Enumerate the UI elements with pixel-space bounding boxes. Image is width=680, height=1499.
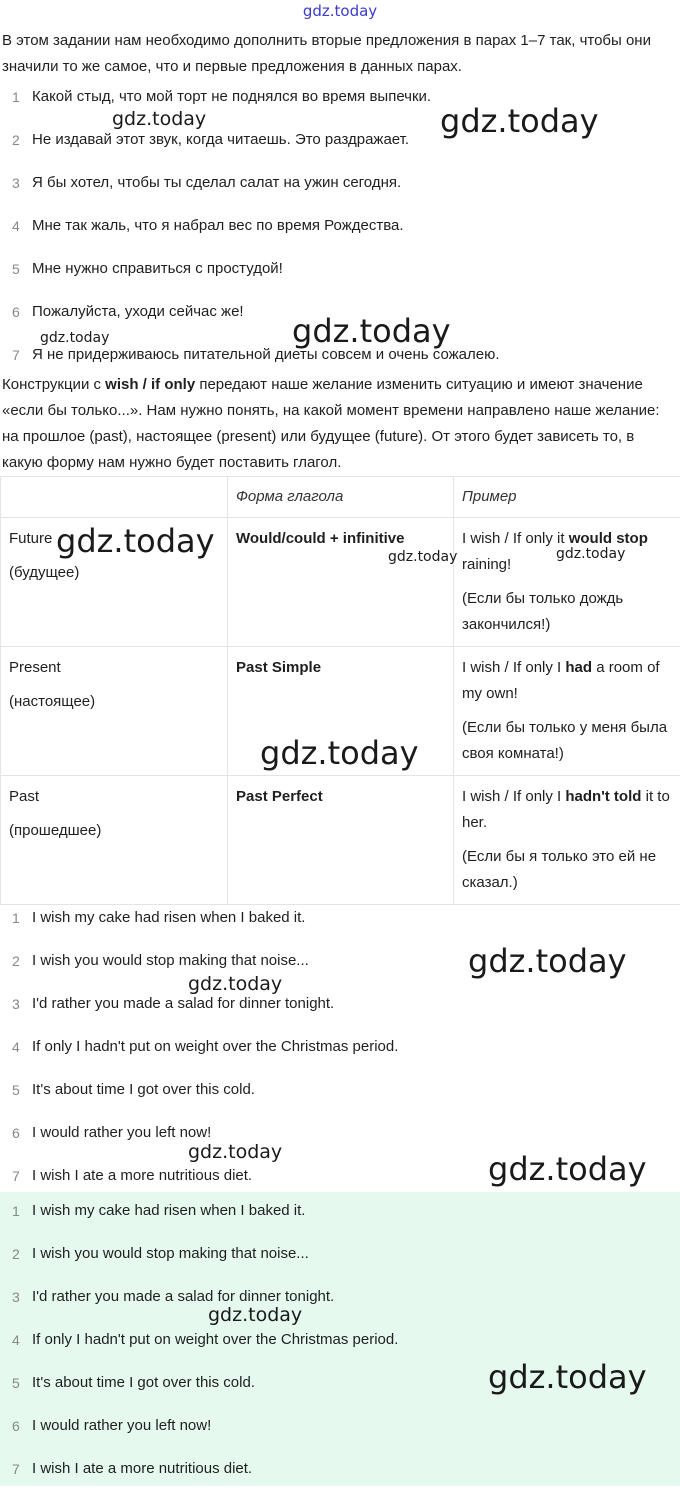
- watermark-overlay: gdz.today: [488, 1150, 647, 1188]
- list-item: [0, 948, 680, 991]
- watermark-overlay: gdz.today: [260, 734, 419, 772]
- item-text: If only I hadn't put on weight over the Christmas period.: [32, 1327, 398, 1353]
- list-item: [0, 84, 680, 127]
- time-label: Past: [9, 784, 219, 810]
- russian-sentences-list: [0, 84, 680, 385]
- item-number: 3: [12, 1284, 22, 1310]
- watermark-overlay: gdz.today: [112, 108, 206, 130]
- item-number: 6: [12, 299, 22, 325]
- item-text: Какой стыд, что мой торт не поднялся во время выпечки.: [32, 84, 431, 110]
- time-label-ru: (настоящее): [9, 689, 219, 715]
- list-item: [0, 170, 680, 213]
- time-cell: [1, 776, 228, 905]
- item-number: 4: [12, 1327, 22, 1353]
- item-text: I wish I ate a more nutritious diet.: [32, 1456, 252, 1482]
- list-item: [0, 1077, 680, 1120]
- time-cell: [1, 647, 228, 776]
- example-cell: [454, 647, 680, 776]
- item-text: It's about time I got over this cold.: [32, 1370, 255, 1396]
- list-item: [0, 1284, 680, 1327]
- example-sentence: I wish / If only I hadn't told it to her.: [462, 784, 672, 836]
- time-label: Present: [9, 655, 219, 681]
- item-text: I wish I ate a more nutritious diet.: [32, 1163, 252, 1189]
- item-number: 1: [12, 905, 22, 931]
- list-item: [0, 256, 680, 299]
- watermark-overlay: gdz.today: [56, 522, 215, 560]
- highlighted-answers-list: [0, 1198, 680, 1499]
- example-sentence: I wish / If only it would stop raining!: [462, 526, 672, 578]
- item-text: Мне так жаль, что я набрал вес по время Рождества.: [32, 213, 404, 239]
- list-item: [0, 1456, 680, 1499]
- form-cell: [228, 518, 454, 647]
- item-number: 2: [12, 127, 22, 153]
- watermark-overlay: gdz.today: [208, 1304, 302, 1326]
- watermark-overlay: gdz.today: [292, 312, 451, 350]
- example-translation: (Если бы только у меня была своя комната!): [462, 715, 672, 767]
- header-cell-example: Пример: [454, 477, 680, 518]
- watermark-overlay: gdz.today: [188, 973, 282, 995]
- list-item: [0, 1370, 680, 1413]
- watermark-overlay: gdz.today: [440, 102, 599, 140]
- item-number: 6: [12, 1413, 22, 1439]
- table-row: [1, 647, 680, 776]
- item-number: 4: [12, 1034, 22, 1060]
- explanation-keyword: wish / if only: [105, 376, 195, 393]
- item-text: If only I hadn't put on weight over the Christmas period.: [32, 1034, 398, 1060]
- table-row: [1, 776, 680, 905]
- list-item: [0, 1413, 680, 1456]
- item-number: 1: [12, 84, 22, 110]
- example-translation: (Если бы я только это ей не сказал.): [462, 844, 672, 896]
- table-header-row: [1, 477, 680, 518]
- item-text: It's about time I got over this cold.: [32, 1077, 255, 1103]
- list-item: [0, 213, 680, 256]
- item-text: I wish you would stop making that noise...: [32, 1241, 309, 1267]
- item-text: I'd rather you made a salad for dinner tonight.: [32, 991, 334, 1017]
- example-cell: [454, 776, 680, 905]
- site-watermark-top: gdz.today: [0, 2, 680, 20]
- item-text: Я бы хотел, чтобы ты сделал салат на ужин сегодня.: [32, 170, 401, 196]
- item-text: I would rather you left now!: [32, 1120, 211, 1146]
- list-item: [0, 299, 680, 342]
- watermark-overlay: gdz.today: [488, 1358, 647, 1396]
- example-translation: (Если бы только дождь закончился!): [462, 586, 672, 638]
- item-number: 2: [12, 948, 22, 974]
- item-number: 7: [12, 342, 22, 368]
- explanation-text: Конструкции с: [2, 376, 105, 393]
- list-item: [0, 1120, 680, 1163]
- item-number: 7: [12, 1456, 22, 1482]
- item-text: I'd rather you made a salad for dinner tonight.: [32, 1284, 334, 1310]
- list-item: [0, 1034, 680, 1077]
- item-number: 5: [12, 1077, 22, 1103]
- item-number: 6: [12, 1120, 22, 1146]
- list-item: [0, 1198, 680, 1241]
- item-number: 2: [12, 1241, 22, 1267]
- item-text: I wish my cake had risen when I baked it.: [32, 1198, 305, 1224]
- item-number: 7: [12, 1163, 22, 1189]
- watermark-overlay: gdz.today: [40, 330, 109, 346]
- list-item: [0, 1327, 680, 1370]
- verb-form: Would/could + infinitive: [236, 530, 404, 547]
- list-item: [0, 991, 680, 1034]
- answers-list: [0, 905, 680, 1206]
- watermark-overlay: gdz.today: [468, 942, 627, 980]
- watermark-overlay: gdz.today: [556, 546, 625, 562]
- list-item: [0, 127, 680, 170]
- table-row: [1, 518, 680, 647]
- watermark-overlay: gdz.today: [188, 1141, 282, 1163]
- item-number: 5: [12, 1370, 22, 1396]
- header-cell-time: [1, 477, 228, 518]
- time-cell: [1, 518, 228, 647]
- item-text: I wish you would stop making that noise...: [32, 948, 309, 974]
- verb-form: Past Perfect: [236, 788, 323, 805]
- time-label-ru: (будущее): [9, 560, 219, 586]
- item-text: Мне нужно справиться с простудой!: [32, 256, 283, 282]
- explanation-text: передают наше желание изменить ситуацию и имеют значение «если бы только...». Нам нужно понять, на какой момент времени направлено наше желание: на прошлое (past), настоящее (present) или будущее (future). От этого будет зависеть то, в какую форму нам нужно будет поставить глагол.: [2, 376, 660, 471]
- item-text: Пожалуйста, уходи сейчас же!: [32, 299, 244, 325]
- item-text: Я не придерживаюсь питательной диеты совсем и очень сожалею.: [32, 342, 500, 368]
- form-cell: [228, 647, 454, 776]
- grammar-table: [0, 476, 680, 905]
- item-number: 1: [12, 1198, 22, 1224]
- item-text: Не издавай этот звук, когда читаешь. Это раздражает.: [32, 127, 409, 153]
- watermark-overlay: gdz.today: [388, 549, 457, 565]
- form-cell: [228, 776, 454, 905]
- example-cell: [454, 518, 680, 647]
- verb-form: Past Simple: [236, 659, 321, 676]
- time-label: Future: [9, 526, 219, 552]
- item-number: 3: [12, 170, 22, 196]
- item-number: 4: [12, 213, 22, 239]
- list-item: [0, 905, 680, 948]
- example-sentence: I wish / If only I had a room of my own!: [462, 655, 672, 707]
- item-text: I would rather you left now!: [32, 1413, 211, 1439]
- header-cell-form: Форма глагола: [228, 477, 454, 518]
- item-text: I wish my cake had risen when I baked it.: [32, 905, 305, 931]
- item-number: 5: [12, 256, 22, 282]
- time-label-ru: (прошедшее): [9, 818, 219, 844]
- item-number: 3: [12, 991, 22, 1017]
- explanation-paragraph: [2, 372, 672, 476]
- list-item: [0, 1241, 680, 1284]
- intro-paragraph: В этом задании нам необходимо дополнить вторые предложения в парах 1–7 так, чтобы они значили то же самое, что и первые предложения в данных парах.: [2, 28, 672, 80]
